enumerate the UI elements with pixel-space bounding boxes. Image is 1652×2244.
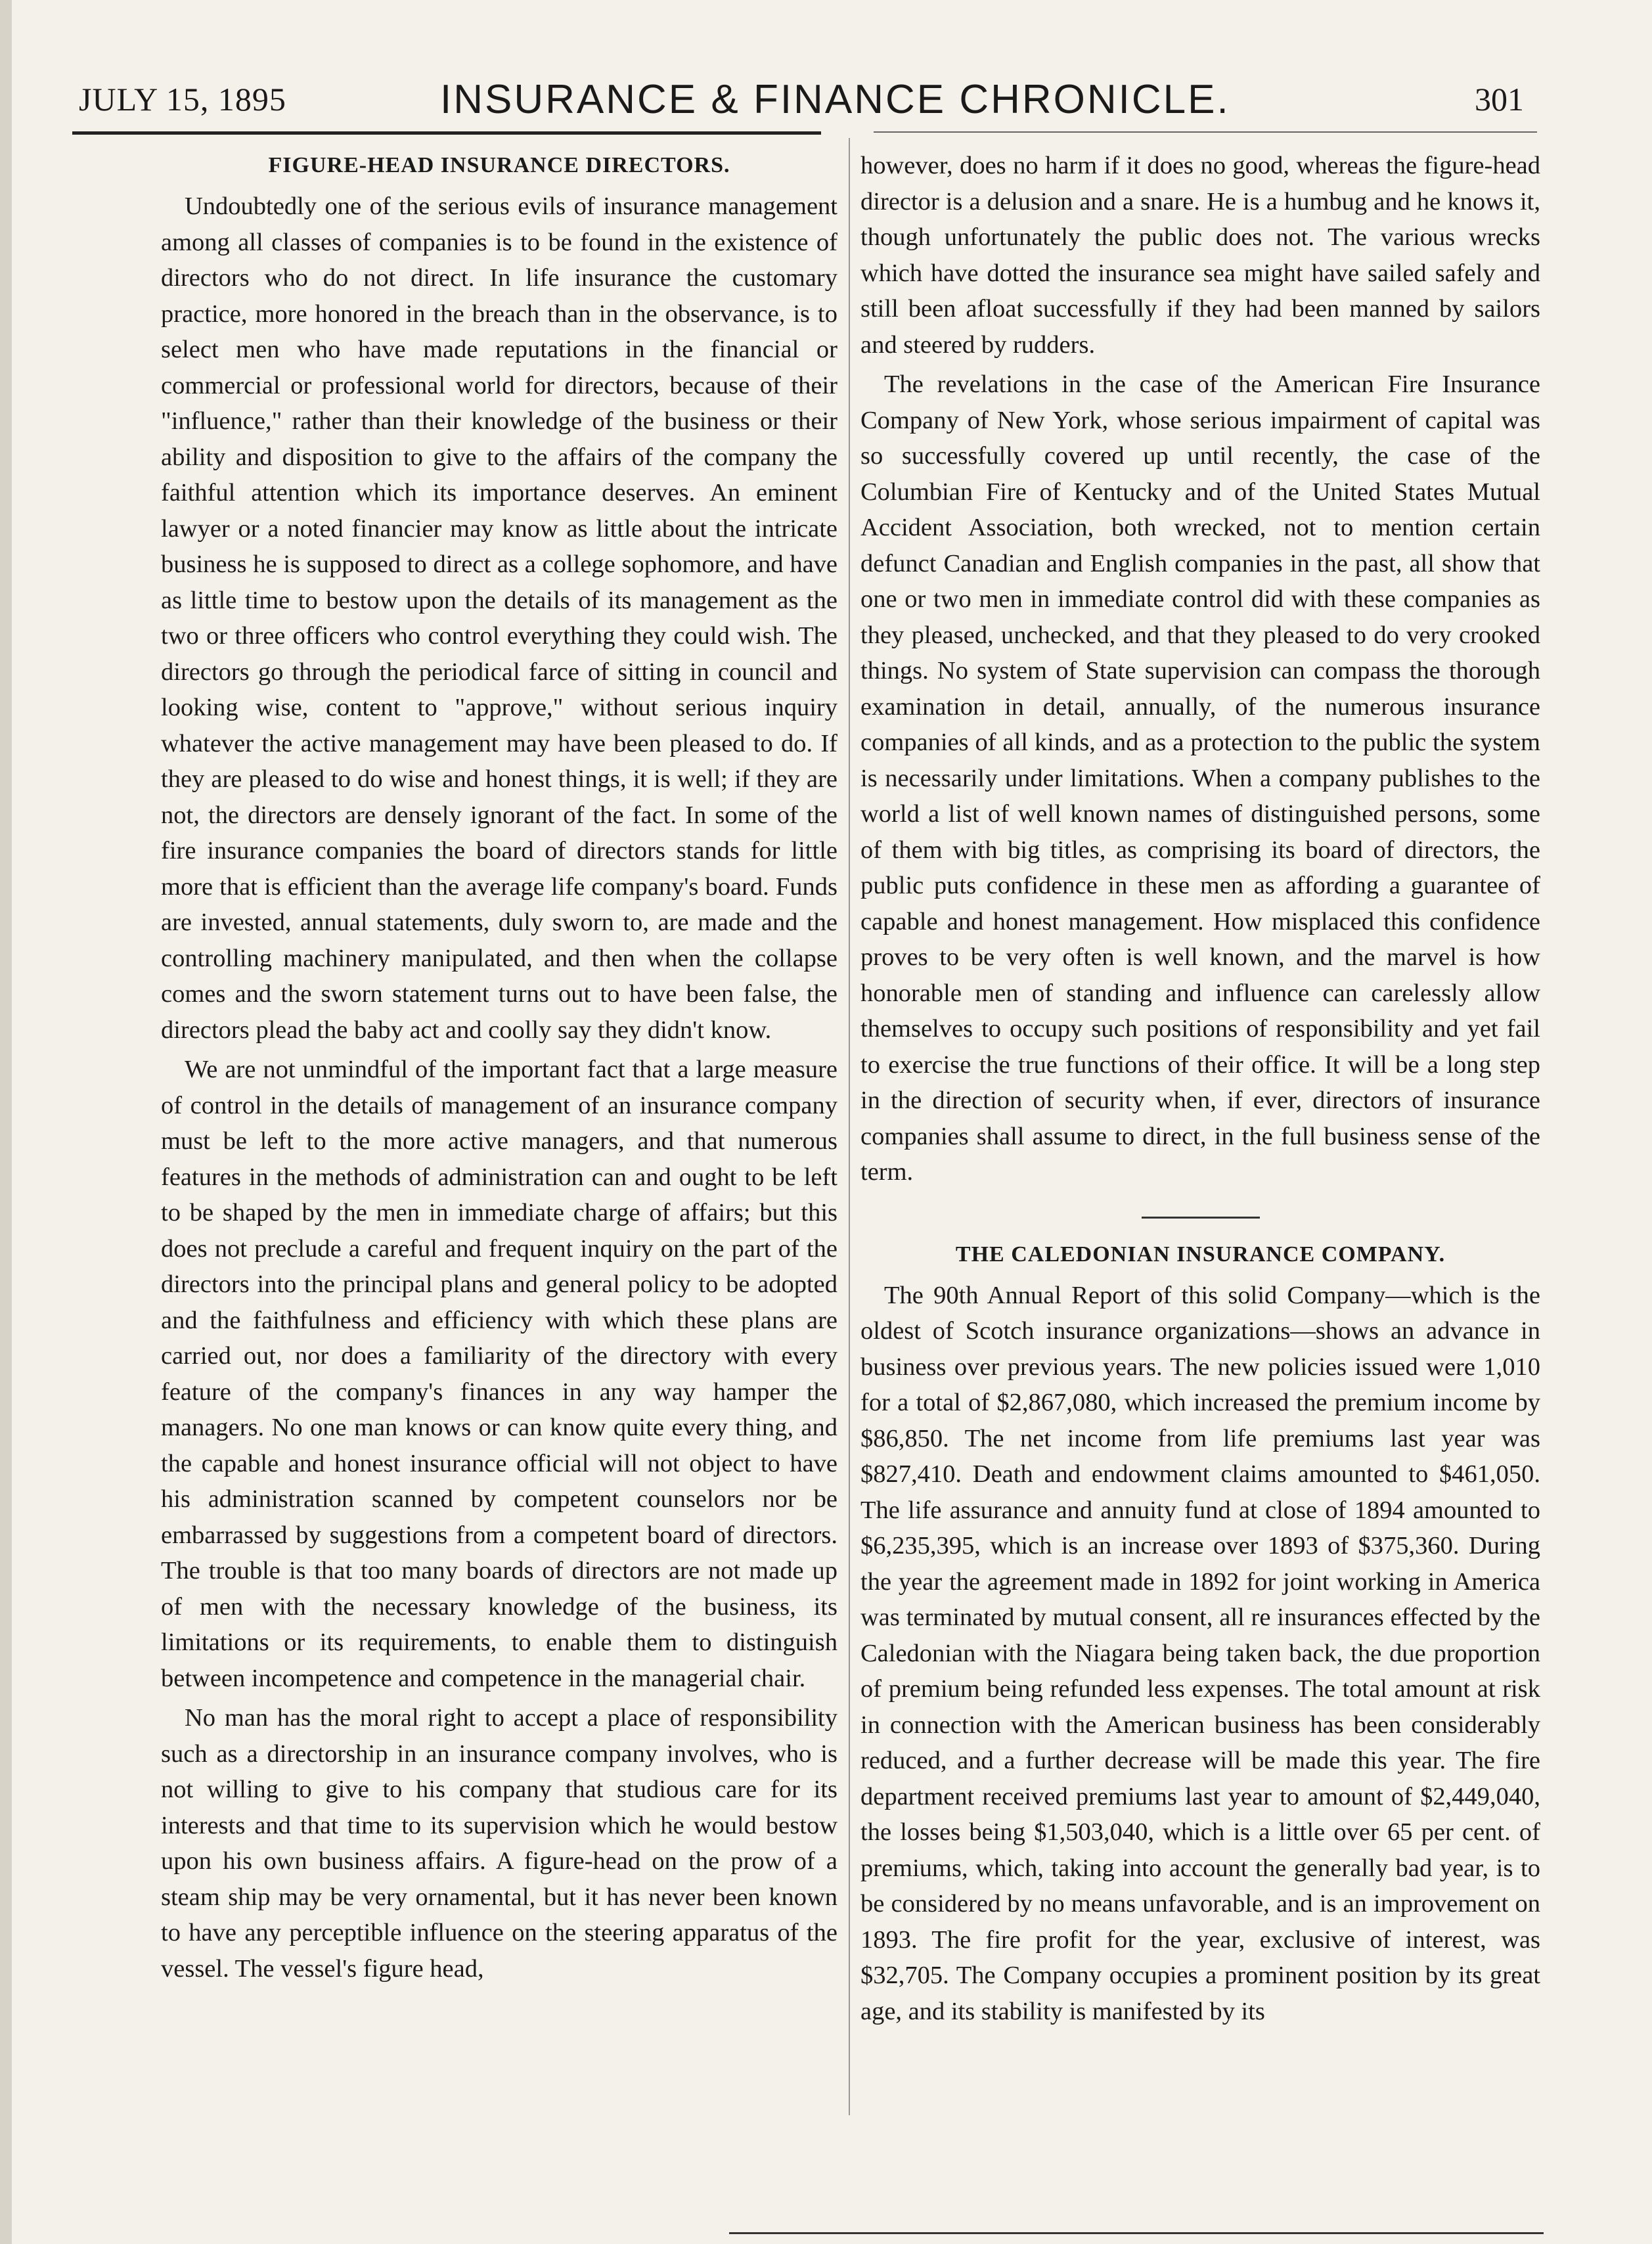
header-rule-right [874,131,1537,133]
header-rule-left [72,131,821,135]
article-paragraph: The revelations in the case of the American Fire Insurance Company of New York, whose serious impairment of capital was so successfully covered up until recently, the case of the Columbian Fire of Kentucky and of the United States Mutual Accident Association, both wrecked, not to mention certain defunct Canadian and English companies in the past, all show that one or two men in immediate control did with these companies as they pleased, unchecked, and that they pleased to do very crooked things. No system of State supervision can compass the thorough examination in detail, annually, of the numerous insurance companies of all kinds, and as a protection to the public the system is necessarily under limitations. When a company publishes to the world a list of well known names of distinguished persons, some of them with big titles, as comprising its board of directors, the public puts confidence in these men as affording a guarantee of capable and honest management. How misplaced this confidence proves to be very often is well known, and the marvel is how honorable men of standing and influence can carelessly allow themselves to occupy such positions of responsibility and yet fail to exercise the true functions of their office. It will be a long step in the direction of security when, if ever, directors of insurance companies shall assume to direct, in the full business sense of the term. [860,370,1540,1186]
scan-edge [0,0,12,2244]
article-separator [1142,1217,1260,1219]
article-paragraph: Undoubtedly one of the serious evils of insurance management among all classes of companies is to be found in the existence of directors who do not direct. In life insurance the customary practice, more honored in the breach than in the observance, is to select men who have made reputations in the financial or commercial or professional world for directors, because of their "influence," rather than their knowledge of the business or their ability and disposition to give to the affairs of the company the faithful attention which its importance deserves. An eminent lawyer or a noted financier may know as little about the intricate business he is supposed to direct as a college sophomore, and have as little time to bestow upon the details of its management as the two or three officers who control everything they could wish. The directors go through the periodical farce of sitting in council and looking wise, content to "approve," without serious inquiry whatever the active management may have been pleased to do. If they are pleased to do wise and honest things, it is well; if they are not, the directors are densely ignorant of the fact. In some of the fire insurance companies the board of directors stands for little more that is efficient than the average life company's board. Funds are invested, annual statements, duly sworn to, are made and the controlling machinery manipulated, and then when the collapse comes and the sworn statement turns out to have been false, the directors plead the baby act and coolly say they didn't know. [161,192,837,1044]
page-number: 301 [1475,81,1524,118]
page-header [72,71,1537,130]
issue-date: JULY 15, 1895 [79,81,286,118]
article-headline-caledonian: THE CALEDONIAN INSURANCE COMPANY. [955,1242,1446,1267]
article-paragraph: The 90th Annual Report of this solid Company—which is the oldest of Scotch insurance organizations—shows an advance in business over previous years. The new policies issued were 1,010 for a total of $2,867,080, which increased the premium income by $86,850. The net income from life premiums last year was $827,410. Death and endowment claims amounted to $461,050. The life assurance and annuity fund at close of 1894 amounted to $6,235,395, which is an increase over 1893 of $375,360. During the year the agreement made in 1892 for joint working in America was terminated by mutual consent, all re insurances effected by the Caledonian with the Niagara being taken back, the due proportion of premium being refunded less expenses. The total amount at risk in connection with the American business has been considerably reduced, and a further decrease will be made this year. The fire department received premiums last year to amount of $2,449,040, the losses being $1,503,040, which is a little over 65 per cent. of premiums, which, taking into account the generally bad year, is to be considered by no means unfavorable, and is an improvement on 1893. The fire profit for the year, exclusive of interest, was $32,705. The Company occupies a prominent position by its great age, and its stability is manifested by its [860,1281,1540,2025]
publication-title: INSURANCE & FINANCE CHRONICLE. [440,77,1230,122]
left-column [161,148,837,1990]
column-divider [849,138,850,2115]
footer-rule [729,2232,1544,2234]
article-headline-directors: FIGURE-HEAD INSURANCE DIRECTORS. [268,153,730,177]
right-column [860,148,1540,2033]
article-paragraph-continued: however, does no harm if it does no good, whereas the figure-head director is a delusion and a snare. He is a humbug and he knows it, though unfortunately the public does not. The various wrecks which have dotted the insurance sea might have sailed safely and still been afloat successfully if they had been manned by sailors and steered by rudders. [860,152,1540,359]
article-paragraph: No man has the moral right to accept a place of responsibility such as a directorship in an insurance company involves, who is not willing to give to his company that studious care for its interests and that time to its supervision which he would bestow upon his own business affairs. A figure-head on the prow of a steam ship may be very ornamental, but it has never been known to have any perceptible influence on the steering apparatus of the vessel. The vessel's figure head, [161,1704,837,1983]
article-paragraph: We are not unmindful of the important fact that a large measure of control in the details of management of an insurance company must be left to the more active managers, and that numerous features in the methods of administration can and ought to be left to be shaped by the men in immediate charge of affairs; but this does not preclude a careful and frequent inquiry on the part of the directors into the principal plans and general policy to be adopted and the faithfulness and efficiency with which these plans are carried out, nor does a familiarity of the directory with every feature of the company's finances in any way hamper the managers. No one man knows or can know quite every thing, and the capable and honest insurance official will not object to have his administration scanned by competent counselors nor be embarrassed by suggestions from a competent board of directors. The trouble is that too many boards of directors are not made up of men with the necessary knowledge of the business, its limitations or its requirements, to enable them to distinguish between incompetence and competence in the managerial chair. [161,1056,837,1692]
